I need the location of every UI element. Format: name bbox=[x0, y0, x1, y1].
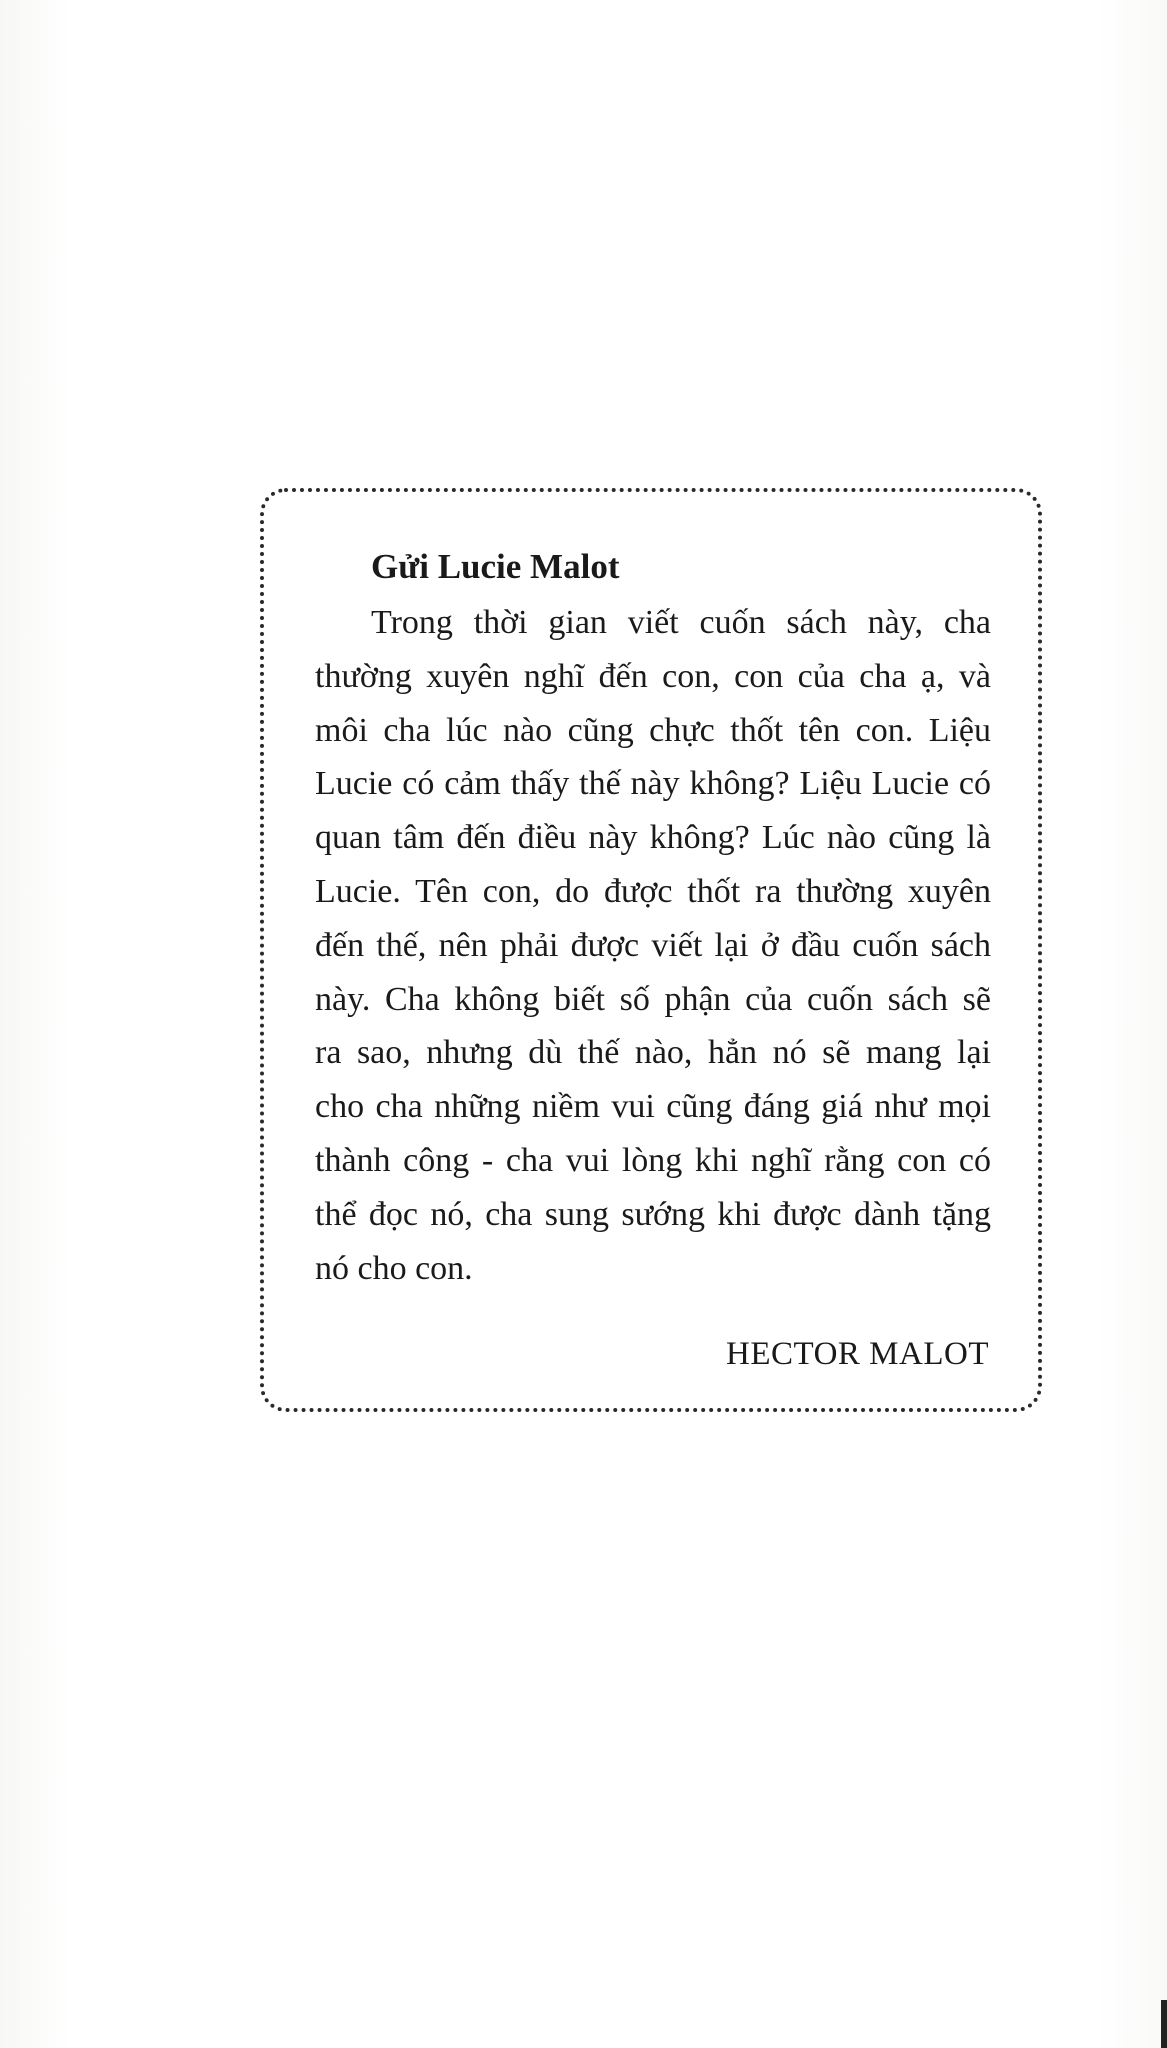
dedication-line: cho cha những niềm vui cũng đáng giá như mọi bbox=[315, 1088, 991, 1126]
dedication-line: thường xuyên nghĩ đến con, con của cha ạ, và bbox=[315, 657, 991, 695]
dedication-text bbox=[315, 596, 991, 1295]
dedication-line: Lucie. Tên con, do được thốt ra thường xuyên bbox=[315, 872, 991, 910]
dedication-line: nó cho con. bbox=[315, 1249, 473, 1287]
dedication-line: đến thế, nên phải được viết lại ở đầu cuốn sách bbox=[315, 926, 991, 964]
dedication-line: này. Cha không biết số phận của cuốn sách sẽ bbox=[315, 980, 991, 1018]
dedication-line: thành công - cha vui lòng khi nghĩ rằng con có bbox=[315, 1141, 991, 1179]
dedication-line: thể đọc nó, cha sung sướng khi được dành tặng bbox=[315, 1195, 991, 1233]
page-edge-mark bbox=[1161, 2000, 1167, 2048]
dedication-line: ra sao, nhưng dù thế nào, hẳn nó sẽ mang lại bbox=[315, 1034, 991, 1072]
dedication-line: quan tâm đến điều này không? Lúc nào cũng là bbox=[315, 819, 991, 857]
dedication-line: môi cha lúc nào cũng chực thốt tên con. Liệu bbox=[315, 711, 991, 749]
dedication-salutation: Gửi Lucie Malot bbox=[371, 547, 620, 586]
dedication-line: Lucie có cảm thấy thế này không? Liệu Lucie có bbox=[315, 765, 991, 803]
dedication-line: Trong thời gian viết cuốn sách này, cha bbox=[371, 604, 991, 641]
author-signature: HECTOR MALOT bbox=[726, 1336, 989, 1372]
